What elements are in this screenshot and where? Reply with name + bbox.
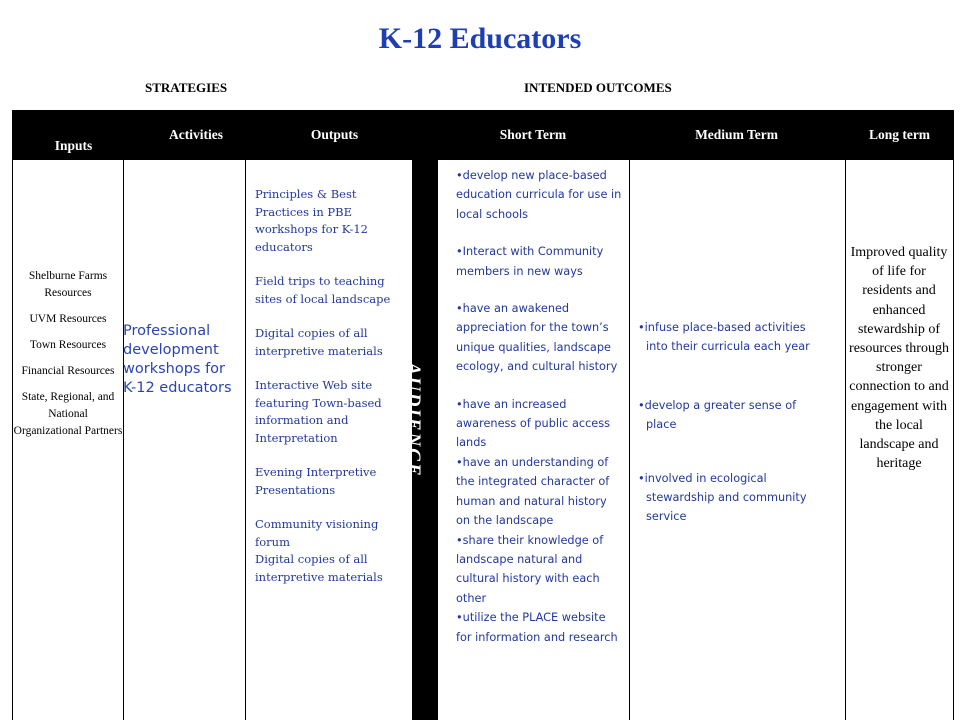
list-item: •develop new place-based education curricula for use in local schools	[456, 169, 622, 221]
list-item: •have an increased awareness of public access lands	[456, 397, 611, 450]
column-divider	[845, 160, 846, 720]
list-item: Digital copies of all interpretive materials	[255, 326, 383, 358]
short-term-cell	[456, 166, 624, 647]
list-item: Evening Interpretive Presentations	[255, 465, 377, 497]
list-item: •Interact with Community members in new ways	[456, 245, 604, 278]
column-divider	[629, 160, 630, 720]
column-divider	[123, 160, 124, 720]
outcomes-heading: INTENDED OUTCOMES	[524, 80, 672, 95]
table-border-right	[953, 160, 954, 720]
list-item: •involved in ecological stewardship and community service	[638, 471, 807, 524]
list-item: •develop a greater sense of place	[638, 398, 797, 432]
activities-cell: Professional development workshops for K-12 educators	[123, 323, 232, 396]
medium-term-header: Medium Term	[628, 110, 845, 160]
list-item: Principles & Best Practices in PBE workshops for K-12 educators	[255, 187, 368, 254]
list-item: UVM Resources	[29, 313, 107, 325]
list-item: Shelburne Farms Resources	[28, 270, 108, 299]
activities-header: Activities	[135, 110, 257, 160]
outputs-header: Outputs	[257, 110, 412, 160]
list-item: Town Resources	[29, 339, 107, 351]
long-term-header: Long term	[845, 110, 954, 160]
page-title: K-12 Educators	[378, 22, 582, 55]
strategies-heading: STRATEGIES	[145, 80, 228, 95]
list-item: Digital copies of all interpretive materials	[255, 552, 383, 584]
outputs-cell	[255, 186, 405, 586]
long-term-cell: Improved quality of life for residents and enhanced stewardship of resources through stronger connection to and engagement with the local landscape and heritage	[849, 245, 949, 472]
list-item: •share their knowledge of landscape natural and cultural history with each other	[456, 533, 604, 605]
medium-term-cell	[638, 318, 828, 527]
inputs-cell	[13, 268, 123, 449]
list-item: State, Regional, and National Organizational Partners	[13, 391, 123, 437]
list-item: •utilize the PLACE website for information and research	[456, 611, 618, 644]
list-item: Field trips to teaching sites of local landscape	[255, 274, 391, 306]
inputs-header: Inputs	[12, 110, 135, 160]
short-term-header: Short Term	[438, 110, 628, 160]
list-item: •infuse place-based activities into their curricula each year	[638, 321, 810, 354]
column-divider	[245, 160, 246, 720]
list-item: Community visioning forum	[255, 517, 379, 549]
list-item: Interactive Web site featuring Town-based information and Interpretation	[255, 378, 382, 445]
audience-label: AUDIENCE	[403, 362, 424, 478]
list-item: •have an awakened appreciation for the town’s unique qualities, landscape ecology, and cultural history	[456, 302, 618, 374]
list-item: Financial Resources	[21, 365, 115, 377]
list-item: •have an understanding of the integrated character of human and natural history on the landscape	[456, 455, 610, 528]
